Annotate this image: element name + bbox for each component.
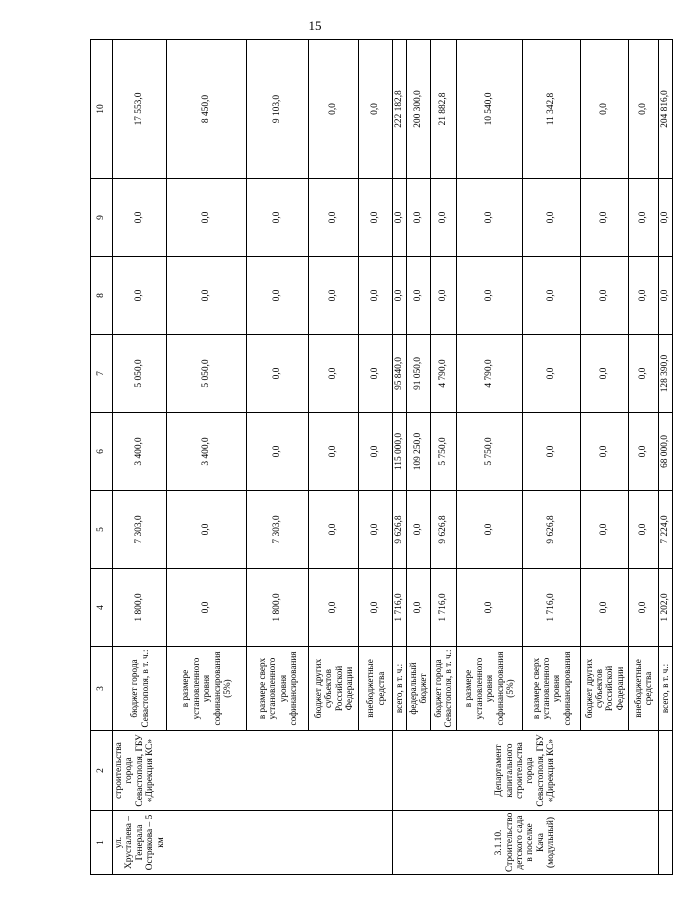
value-cell: 1 716,0 <box>522 569 580 647</box>
funding-source: внебюджетные средства <box>359 647 393 731</box>
value-cell: 0,0 <box>167 179 247 257</box>
value-cell: 1 202,0 <box>658 569 672 647</box>
value-cell: 95 840,0 <box>393 335 407 413</box>
funding-source: всего, в т. ч.: <box>658 647 672 731</box>
value-cell: 5 050,0 <box>113 335 167 413</box>
value-cell: 3 400,0 <box>113 413 167 491</box>
value-cell: 0,0 <box>359 413 393 491</box>
value-cell: 5 750,0 <box>456 413 522 491</box>
value-cell: 0,0 <box>247 335 309 413</box>
value-cell: 0,0 <box>407 257 431 335</box>
table-row <box>393 40 407 875</box>
funding-source: внебюджетные средства <box>628 647 658 731</box>
value-cell: 0,0 <box>247 257 309 335</box>
value-cell: 4 790,0 <box>430 335 456 413</box>
funding-source: бюджет других субъектов Российской Федерации <box>580 647 628 731</box>
value-cell: 0,0 <box>580 257 628 335</box>
value-cell: 0,0 <box>430 179 456 257</box>
value-cell: 0,0 <box>658 179 672 257</box>
executor-name: Департамент капитального строительства города Севастополя, ГБУ «Дирекция КС» <box>393 731 659 811</box>
value-cell: 1 800,0 <box>247 569 309 647</box>
value-cell: 0,0 <box>580 413 628 491</box>
value-cell: 0,0 <box>393 179 407 257</box>
value-cell: 5 050,0 <box>167 335 247 413</box>
value-cell: 0,0 <box>359 179 393 257</box>
funding-source: бюджет города Севастополя, в т. ч.: <box>113 647 167 731</box>
value-cell: 0,0 <box>522 257 580 335</box>
value-cell: 0,0 <box>522 335 580 413</box>
value-cell: 0,0 <box>359 257 393 335</box>
total-cell: 0,0 <box>580 40 628 179</box>
total-cell: 0,0 <box>309 40 359 179</box>
value-cell: 0,0 <box>456 569 522 647</box>
value-cell: 0,0 <box>628 257 658 335</box>
funding-source: бюджет города Севастополя, в т. ч.: <box>430 647 456 731</box>
value-cell: 1 800,0 <box>113 569 167 647</box>
value-cell: 0,0 <box>628 491 658 569</box>
funding-source: в размере установленного уровня софинансирования (5%) <box>167 647 247 731</box>
value-cell: 0,0 <box>359 491 393 569</box>
executor-name: строительства города Севастополя, ГБУ «Дирекция КС» <box>113 731 393 811</box>
col-number: 1 <box>91 811 113 875</box>
value-cell: 9 626,8 <box>393 491 407 569</box>
value-cell: 0,0 <box>247 179 309 257</box>
col-number: 4 <box>91 569 113 647</box>
value-cell: 7 224,0 <box>658 491 672 569</box>
value-cell: 0,0 <box>113 257 167 335</box>
value-cell: 4 790,0 <box>456 335 522 413</box>
value-cell: 0,0 <box>309 413 359 491</box>
value-cell: 128 390,0 <box>658 335 672 413</box>
value-cell: 0,0 <box>167 569 247 647</box>
funding-source: в размере сверх установленного уровня софинансирования <box>247 647 309 731</box>
value-cell: 0,0 <box>456 257 522 335</box>
budget-table <box>90 39 673 875</box>
total-cell: 17 553,0 <box>113 40 167 179</box>
funding-source: бюджет других субъектов Российской Федерации <box>309 647 359 731</box>
rotated-table-container <box>90 40 671 875</box>
value-cell: 0,0 <box>628 335 658 413</box>
object-name <box>658 811 672 875</box>
value-cell: 91 050,0 <box>407 335 431 413</box>
value-cell: 7 303,0 <box>113 491 167 569</box>
value-cell: 0,0 <box>359 335 393 413</box>
value-cell: 0,0 <box>309 335 359 413</box>
total-cell: 8 450,0 <box>167 40 247 179</box>
total-cell: 21 882,8 <box>430 40 456 179</box>
value-cell: 0,0 <box>393 257 407 335</box>
col-number: 9 <box>91 179 113 257</box>
executor-name <box>658 731 672 811</box>
value-cell: 0,0 <box>456 491 522 569</box>
value-cell: 0,0 <box>580 491 628 569</box>
value-cell: 0,0 <box>407 179 431 257</box>
total-cell: 11 342,8 <box>522 40 580 179</box>
value-cell: 0,0 <box>628 179 658 257</box>
value-cell: 0,0 <box>359 569 393 647</box>
value-cell: 0,0 <box>167 257 247 335</box>
value-cell: 0,0 <box>580 335 628 413</box>
col-number: 10 <box>91 40 113 179</box>
value-cell: 0,0 <box>309 179 359 257</box>
value-cell: 0,0 <box>407 569 431 647</box>
value-cell: 7 303,0 <box>247 491 309 569</box>
funding-source: в размере сверх установленного уровня софинансирования <box>522 647 580 731</box>
table-row <box>658 40 672 875</box>
funding-source: всего, в т. ч.: <box>393 647 407 731</box>
value-cell: 0,0 <box>628 569 658 647</box>
object-name: ул. Хрусталева – Генерала Острякова – 5 км <box>113 811 393 875</box>
value-cell: 0,0 <box>167 491 247 569</box>
total-cell: 222 182,8 <box>393 40 407 179</box>
page-number: 15 <box>308 18 322 33</box>
value-cell: 9 626,8 <box>430 491 456 569</box>
value-cell: 0,0 <box>456 179 522 257</box>
value-cell: 0,0 <box>309 569 359 647</box>
value-cell: 0,0 <box>309 257 359 335</box>
value-cell: 0,0 <box>522 179 580 257</box>
value-cell: 109 250,0 <box>407 413 431 491</box>
value-cell: 115 000,0 <box>393 413 407 491</box>
value-cell: 68 000,0 <box>658 413 672 491</box>
value-cell: 0,0 <box>407 491 431 569</box>
value-cell: 0,0 <box>309 491 359 569</box>
value-cell: 1 716,0 <box>393 569 407 647</box>
value-cell: 3 400,0 <box>167 413 247 491</box>
value-cell: 0,0 <box>430 257 456 335</box>
total-cell: 9 103,0 <box>247 40 309 179</box>
value-cell: 0,0 <box>628 413 658 491</box>
funding-source: федеральный бюджет <box>407 647 431 731</box>
total-cell: 204 816,0 <box>658 40 672 179</box>
value-cell: 5 750,0 <box>430 413 456 491</box>
table-row <box>113 40 167 875</box>
value-cell: 0,0 <box>658 257 672 335</box>
value-cell: 0,0 <box>247 413 309 491</box>
value-cell: 0,0 <box>580 569 628 647</box>
total-cell: 0,0 <box>359 40 393 179</box>
value-cell: 9 626,8 <box>522 491 580 569</box>
column-number-row <box>91 40 113 875</box>
col-number: 3 <box>91 647 113 731</box>
value-cell: 0,0 <box>113 179 167 257</box>
value-cell: 0,0 <box>580 179 628 257</box>
total-cell: 10 540,0 <box>456 40 522 179</box>
total-cell: 200 300,0 <box>407 40 431 179</box>
col-number: 5 <box>91 491 113 569</box>
col-number: 6 <box>91 413 113 491</box>
col-number: 2 <box>91 731 113 811</box>
total-cell: 0,0 <box>628 40 658 179</box>
funding-source: в размере установленного уровня софинансирования (5%) <box>456 647 522 731</box>
value-cell: 0,0 <box>522 413 580 491</box>
col-number: 8 <box>91 257 113 335</box>
col-number: 7 <box>91 335 113 413</box>
value-cell: 1 716,0 <box>430 569 456 647</box>
object-name: 3.1.10. Строительство детского сада в поселке Кача (модульный) <box>393 811 659 875</box>
